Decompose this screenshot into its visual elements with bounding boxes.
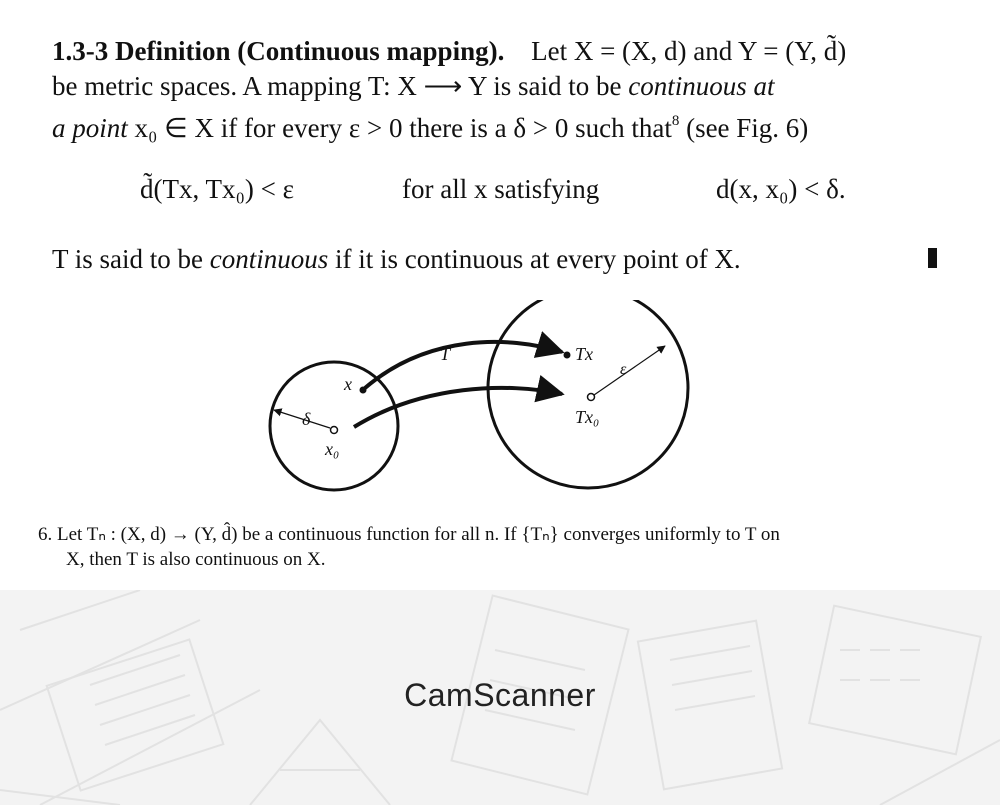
display-quantifier: for all x satisfying	[402, 174, 600, 204]
label-delta: δ	[302, 409, 311, 429]
definition-emphasis-2: a point	[52, 113, 128, 143]
continuity-statement	[52, 242, 957, 276]
display-inequality-right: d(x, x₀) < δ.	[716, 174, 846, 204]
definition-heading: 1.3-3 Definition (Continuous mapping).	[52, 36, 505, 66]
footnote-line-1: 6. Let Tₙ : (X, d) → (Y, d̂) be a continuous function for all n. If {Tₙ} converges uniformly to T on	[38, 524, 780, 545]
footnote-marker: 8	[671, 113, 680, 129]
label-Tx: Tx	[575, 344, 593, 364]
definition-intro: Let X = (X, d) and Y = (Y, d̃)	[531, 36, 847, 66]
statement-start: T is said to be	[52, 244, 203, 274]
point-x	[360, 387, 367, 394]
definition-condition: x₀ ∈ X if for every ε > 0 there is a δ > 0 such that	[134, 113, 672, 143]
label-Tx0: Tx₀	[575, 407, 600, 427]
label-x0: x₀	[325, 439, 340, 459]
epsilon-radius-arrow	[594, 346, 665, 395]
definition-line-1	[52, 34, 957, 68]
mapping-arrow-x	[365, 342, 562, 388]
label-T: T	[440, 344, 451, 364]
camscanner-brand-text: CamScanner	[404, 677, 596, 713]
end-of-proof-mark	[928, 248, 937, 268]
statement-emphasis: continuous	[209, 244, 329, 274]
footnote-line-2-text: X, then T is also continuous on X.	[66, 549, 326, 570]
display-inequality-left: d̃(Tx, Tx₀) < ε	[140, 174, 294, 204]
definition-text: be metric spaces. A mapping T: X ⟶ Y is said to be	[52, 71, 622, 101]
definition-emphasis: continuous at	[628, 71, 775, 101]
point-Tx	[564, 352, 571, 359]
statement-end: if it is continuous at every point of X.	[335, 244, 741, 274]
label-epsilon: ε	[620, 361, 627, 378]
figure-6-diagram	[262, 300, 702, 505]
label-x: x	[344, 374, 352, 394]
point-x0	[331, 427, 338, 434]
point-Tx0	[588, 394, 595, 401]
figure-reference: (see Fig. 6)	[686, 113, 809, 143]
definition-line-3	[52, 104, 957, 145]
definition-line-2	[52, 69, 957, 103]
footnote-line-2	[38, 548, 978, 572]
mapping-arrow-x0	[354, 388, 562, 427]
